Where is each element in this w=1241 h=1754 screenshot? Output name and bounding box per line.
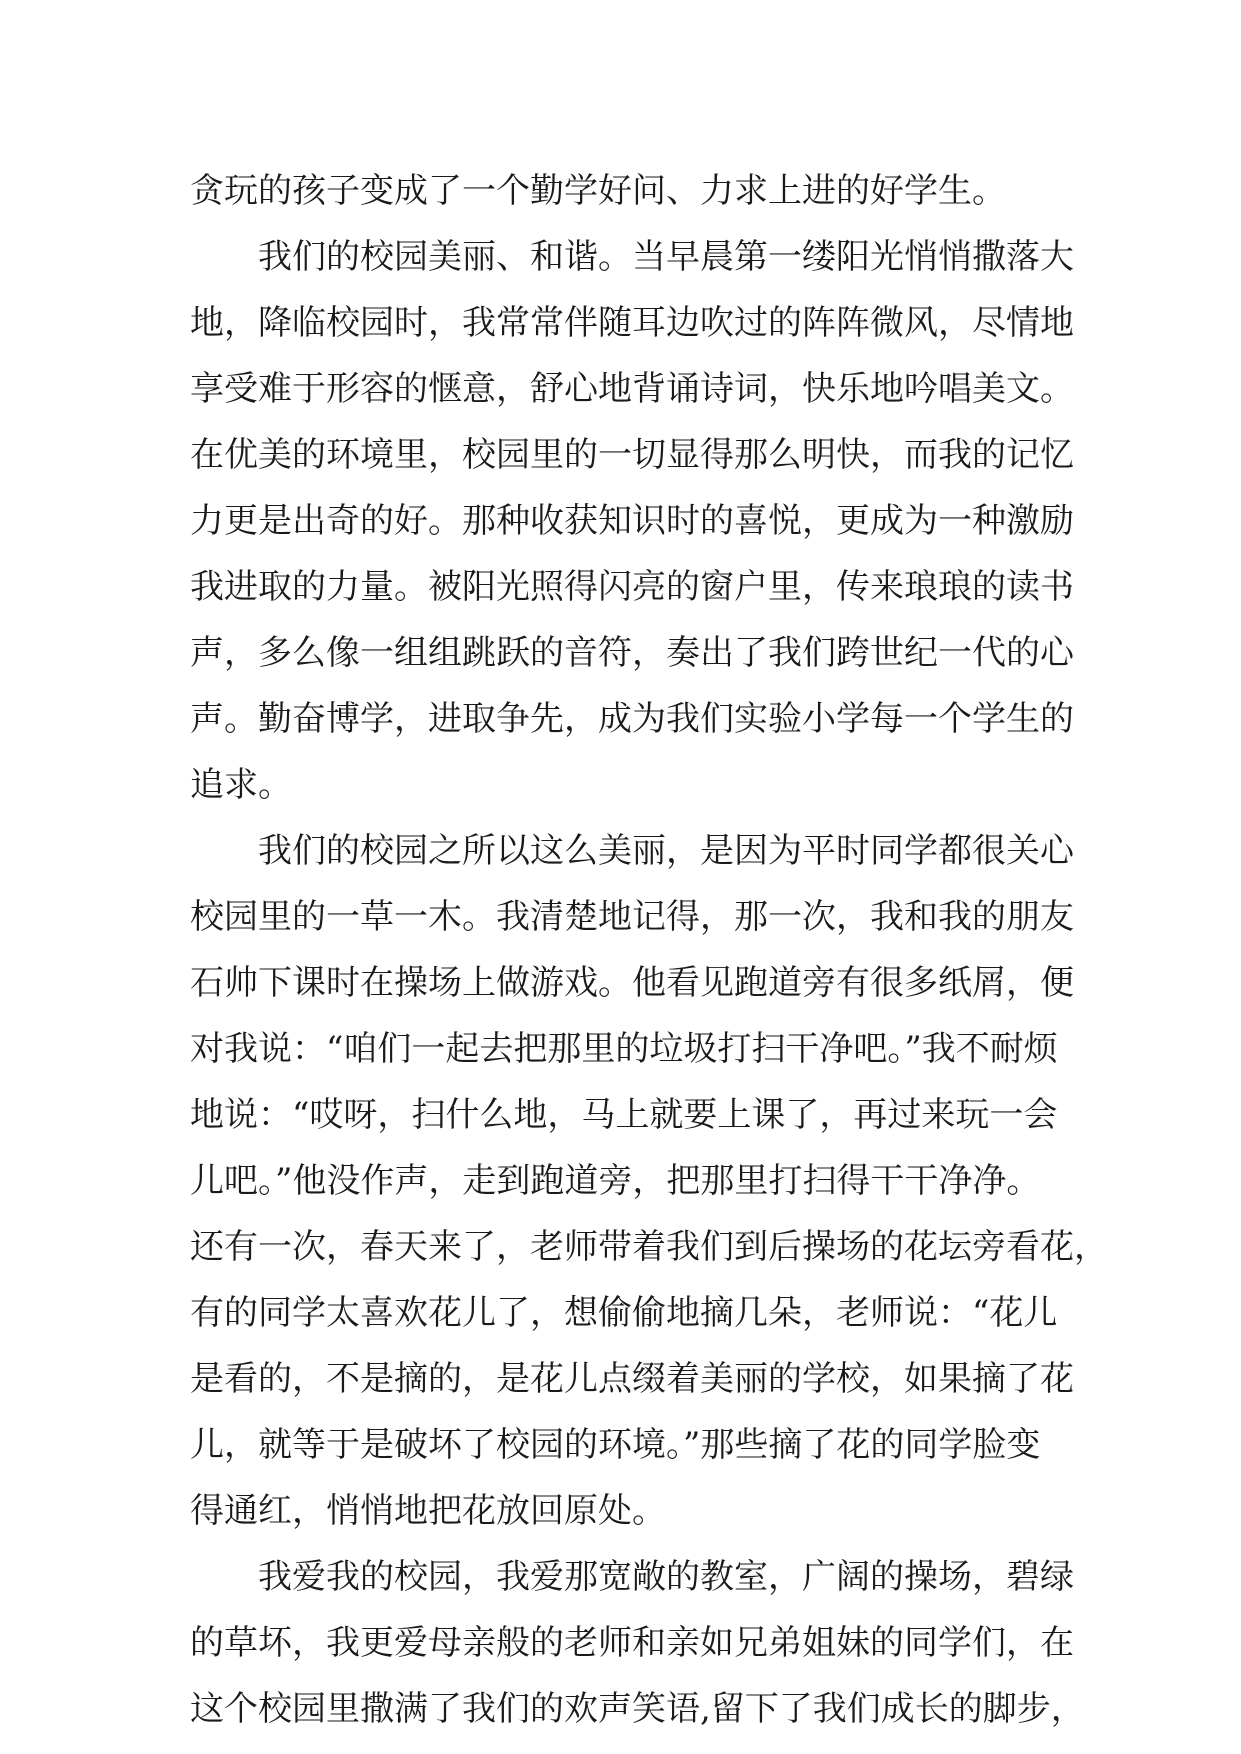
- text-line: 贪玩的孩子变成了一个勤学好问、力求上进的好学生。: [190, 171, 1006, 211]
- text-line: 得通红，悄悄地把花放回原处。: [190, 1491, 666, 1531]
- text-line: 这个校园里撒满了我们的欢声笑语,留下了我们成长的脚步，: [190, 1689, 1085, 1729]
- text-line: 享受难于形容的惬意，舒心地背诵诗词，快乐地吟唱美文。: [190, 369, 1074, 409]
- text-line: 校园里的一草一木。我清楚地记得，那一次，我和我的朋友: [190, 897, 1074, 937]
- text-line: 石帅下课时在操场上做游戏。他看见跑道旁有很多纸屑，便: [190, 963, 1074, 1003]
- text-line: 是看的，不是摘的，是花儿点缀着美丽的学校，如果摘了花: [190, 1359, 1074, 1399]
- text-line: 我爱我的校园，我爱那宽敞的教室，广阔的操场，碧绿: [258, 1557, 1074, 1597]
- text-line: 我们的校园之所以这么美丽，是因为平时同学都很关心: [258, 831, 1074, 871]
- text-line: 在优美的环境里，校园里的一切显得那么明快，而我的记忆: [190, 435, 1074, 475]
- text-line: 声。勤奋博学，进取争先，成为我们实验小学每一个学生的: [190, 699, 1074, 739]
- essay-body: [190, 158, 1108, 1742]
- text-line: 有的同学太喜欢花儿了，想偷偷地摘几朵，老师说：“花儿: [190, 1293, 1058, 1333]
- text-line: 还有一次，春天来了，老师带着我们到后操场的花坛旁看花，: [190, 1227, 1108, 1267]
- text-line: 儿，就等于是破坏了校园的环境。”那些摘了花的同学脸变: [190, 1425, 1041, 1465]
- text-line: 儿吧。”他没作声，走到跑道旁，把那里打扫得干干净净。: [190, 1161, 1041, 1201]
- text-line: 追求。: [190, 765, 292, 805]
- text-line: 地说：“哎呀，扫什么地，马上就要上课了，再过来玩一会: [190, 1095, 1058, 1135]
- text-line: 我们的校园美丽、和谐。当早晨第一缕阳光悄悄撒落大: [258, 237, 1074, 277]
- text-line: 力更是出奇的好。那种收获知识时的喜悦，更成为一种激励: [190, 501, 1074, 541]
- text-line: 对我说：“咱们一起去把那里的垃圾打扫干净吧。”我不耐烦: [190, 1029, 1058, 1069]
- text-line: 我进取的力量。被阳光照得闪亮的窗户里，传来琅琅的读书: [190, 567, 1074, 607]
- text-line: 地，降临校园时，我常常伴随耳边吹过的阵阵微风，尽情地: [190, 303, 1074, 343]
- text-line: 声，多么像一组组跳跃的音符，奏出了我们跨世纪一代的心: [190, 633, 1074, 673]
- text-line: 的草坏，我更爱母亲般的老师和亲如兄弟姐妹的同学们，在: [190, 1623, 1074, 1663]
